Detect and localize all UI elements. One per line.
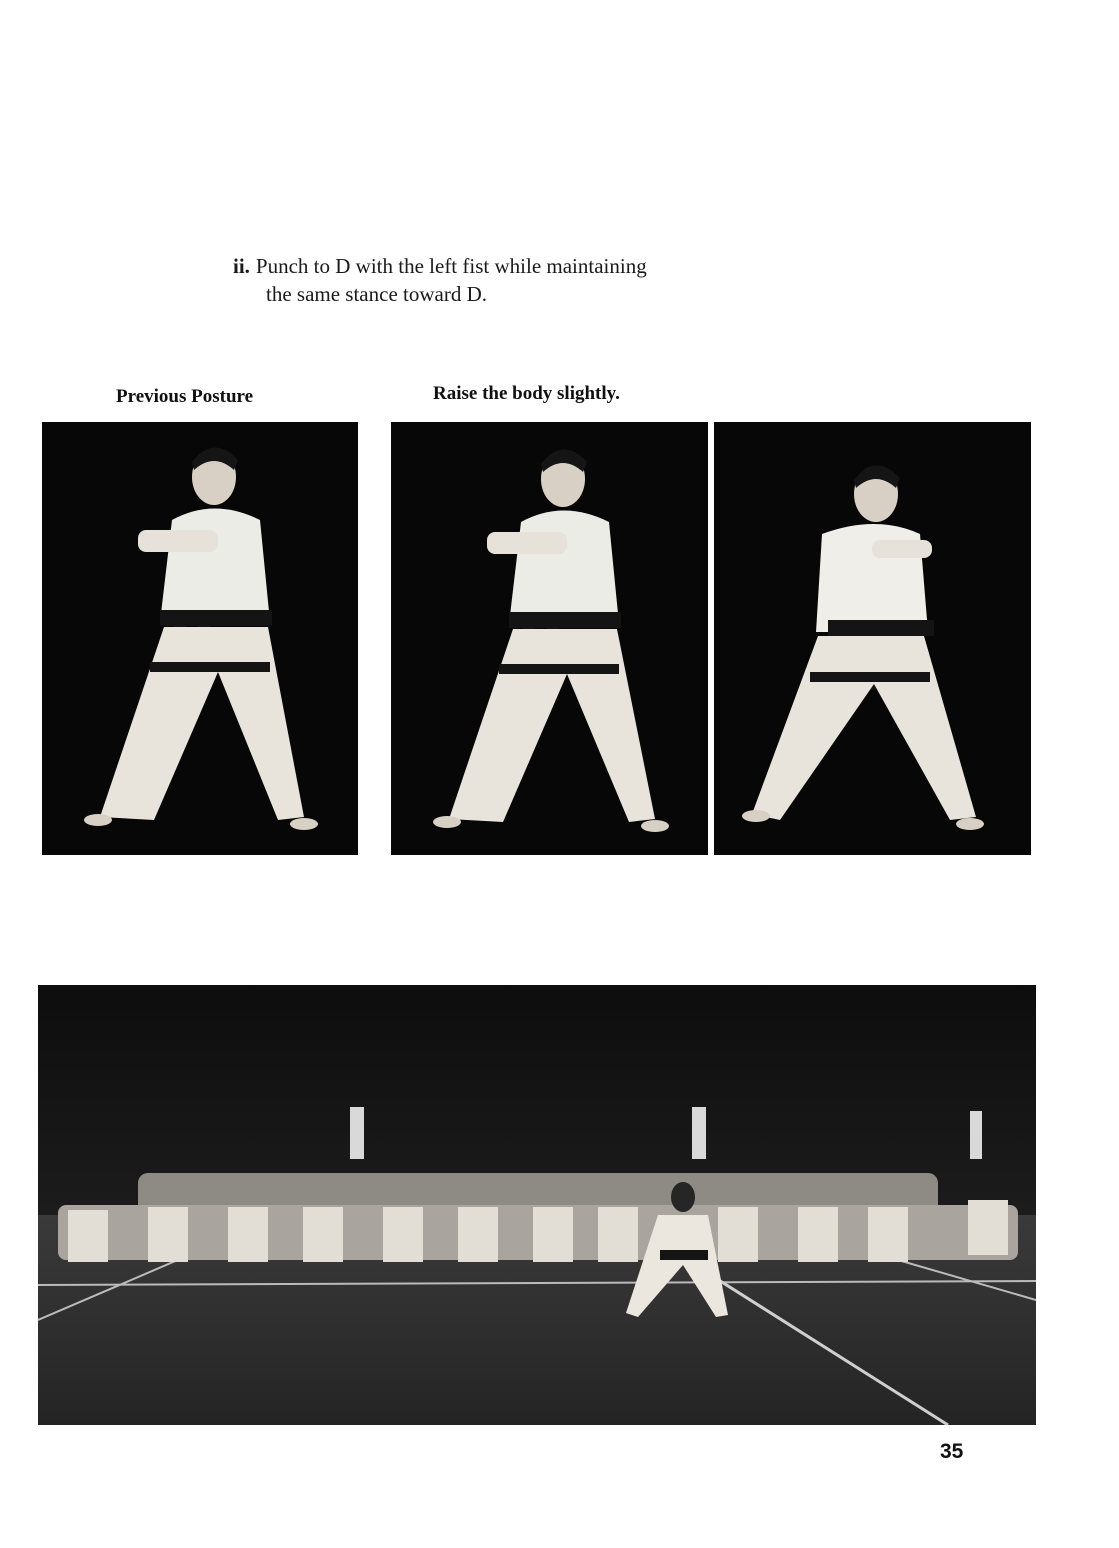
photo-raise-body-2 — [714, 422, 1031, 855]
photo-previous-posture — [42, 422, 358, 855]
page-number: 35 — [940, 1440, 964, 1463]
instruction-line-2: the same stance toward D. — [266, 282, 488, 306]
instruction-text — [233, 252, 793, 308]
photo-group-training — [38, 985, 1036, 1425]
step-number: ii. — [233, 254, 250, 278]
caption-previous-posture: Previous Posture — [116, 386, 254, 407]
instruction-line-1: Punch to D with the left fist while maintaining — [255, 254, 647, 278]
caption-raise-body: Raise the body slightly. — [433, 383, 620, 404]
photo-raise-body-1 — [391, 422, 708, 855]
